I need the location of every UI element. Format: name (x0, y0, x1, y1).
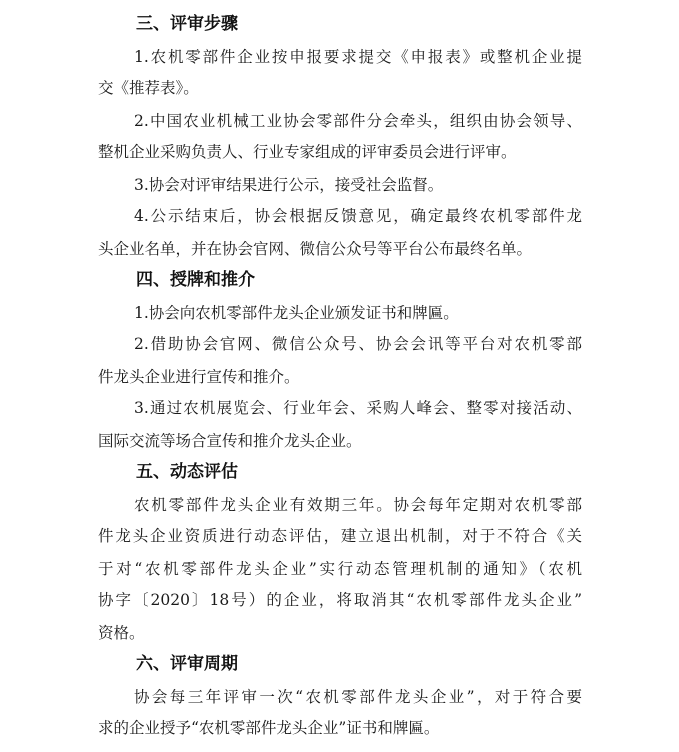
paragraph-line: 3.通过农机展览会、行业年会、采购人峰会、整零对接活动、 (134, 399, 582, 417)
paragraph-line: 农机零部件龙头企业有效期三年。协会每年定期对农机零部 (134, 496, 582, 514)
paragraph-line: 1.农机零部件企业按申报要求提交《申报表》或整机企业提 (134, 48, 582, 66)
paragraph-line: 3.协会对评审结果进行公示，接受社会监督。 (134, 176, 444, 194)
paragraph-line: 国际交流等场合宣传和推介龙头企业。 (98, 432, 362, 450)
paragraph-line: 协字〔2020〕18号）的企业，将取消其“农机零部件龙头企业” (98, 591, 582, 609)
paragraph-line: 协会每三年评审一次“农机零部件龙头企业”，对于符合要 (134, 688, 582, 706)
paragraph-line: 交《推荐表》。 (98, 79, 199, 97)
paragraph-line: 件龙头企业进行宣传和推介。 (98, 368, 300, 386)
section-heading-dynamic-evaluation: 五、动态评估 (136, 462, 238, 482)
section-heading-review-steps: 三、评审步骤 (136, 14, 238, 34)
paragraph-line: 整机企业采购负责人、行业专家组成的评审委员会进行评审。 (98, 143, 517, 161)
paragraph-line: 2.中国农业机械工业协会零部件分会牵头，组织由协会领导、 (134, 112, 582, 130)
paragraph-line: 于对“农机零部件龙头企业”实行动态管理机制的通知》（农机 (98, 560, 582, 578)
section-heading-review-cycle: 六、评审周期 (136, 654, 238, 674)
paragraph-line: 1.协会向农机零部件龙头企业颁发证书和牌匾。 (134, 304, 459, 322)
paragraph-line: 件龙头企业资质进行动态评估，建立退出机制，对于不符合《关 (98, 527, 582, 545)
paragraph-line: 头企业名单，并在协会官网、微信公众号等平台公布最终名单。 (98, 240, 533, 258)
paragraph-line: 求的企业授予“农机零部件龙头企业”证书和牌匾。 (98, 719, 440, 737)
paragraph-line: 2.借助协会官网、微信公众号、协会会讯等平台对农机零部 (134, 335, 582, 353)
section-heading-awards: 四、授牌和推介 (136, 270, 255, 290)
paragraph-line: 资格。 (98, 624, 145, 642)
paragraph-line: 4.公示结束后，协会根据反馈意见，确定最终农机零部件龙 (134, 207, 582, 225)
